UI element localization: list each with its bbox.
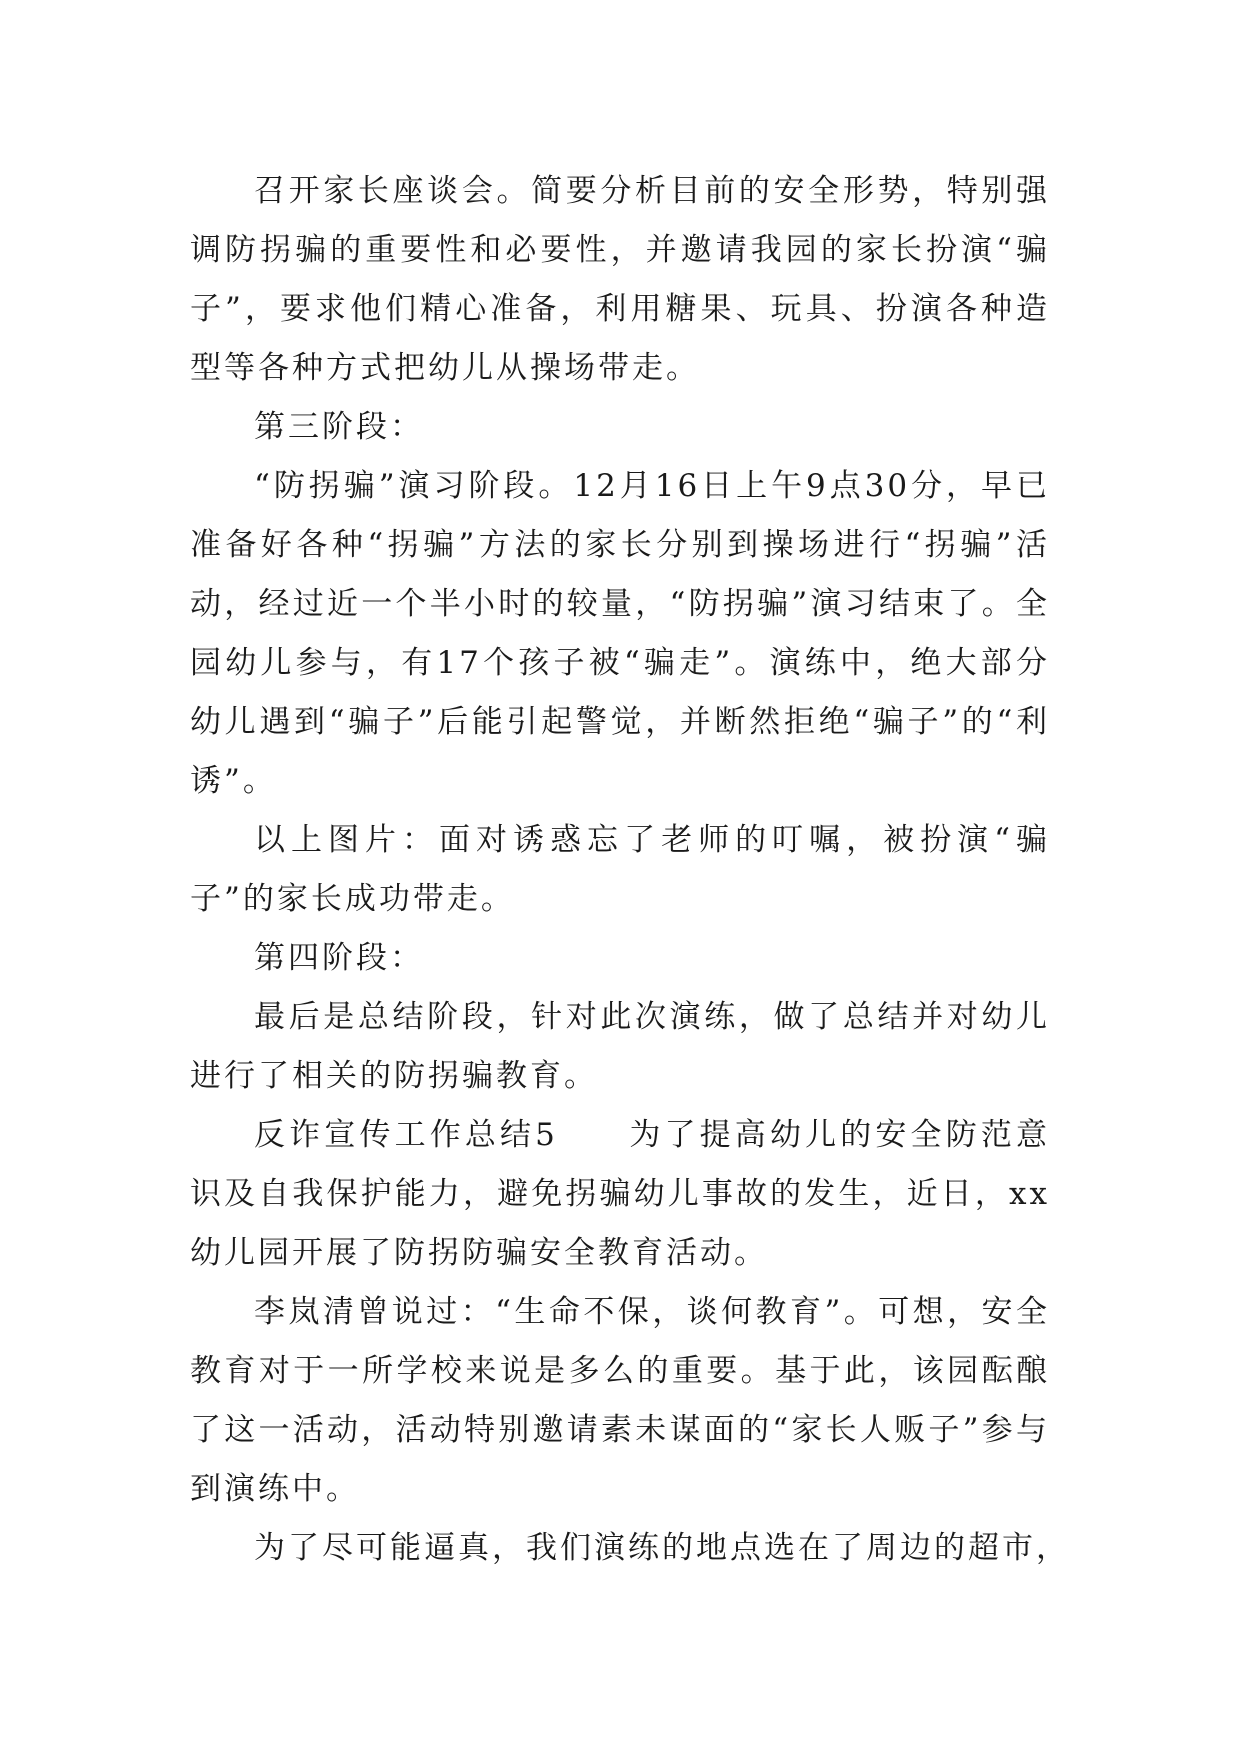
paragraph-summary-stage: 最后是总结阶段，针对此次演练，做了总结并对幼儿进行了相关的防拐骗教育。	[190, 999, 1050, 1094]
paragraph-drill-location: 为了尽可能逼真，我们演练的地点选在了周边的超市，	[254, 1530, 1070, 1566]
paragraph-stage-three-heading: 第三阶段：	[254, 409, 424, 445]
body-text	[190, 162, 1070, 1578]
paragraph-parent-meeting: 召开家长座谈会。简要分析目前的安全形势，特别强调防拐骗的重要性和必要性，并邀请我园的家长扮演“骗子”，要求他们精心准备，利用糖果、玩具、扮演各种造型等各种方式把幼儿从操场带走。	[190, 173, 1050, 386]
paragraph-quote: 李岚清曾说过：“生命不保，谈何教育”。可想，安全教育对于一所学校来说是多么的重要。基于此，该园酝酿了这一活动，活动特别邀请素未谋面的“家长人贩子”参与到演练中。	[190, 1294, 1050, 1507]
paragraph-summary-five: 反诈宣传工作总结5 为了提高幼儿的安全防范意识及自我保护能力，避免拐骗幼儿事故的发生，近日，xx幼儿园开展了防拐防骗安全教育活动。	[190, 1117, 1050, 1271]
paragraph-drill-stage: “防拐骗”演习阶段。12月16日上午9点30分，早已准备好各种“拐骗”方法的家长分别到操场进行“拐骗”活动，经过近一个半小时的较量，“防拐骗”演习结束了。全园幼儿参与，有17个孩子被“骗走”。演练中，绝大部分幼儿遇到“骗子”后能引起警觉，并断然拒绝“骗子”的“利诱”。	[190, 468, 1050, 799]
paragraph-stage-four-heading: 第四阶段：	[254, 940, 424, 976]
paragraph-picture-caption: 以上图片：面对诱惑忘了老师的叮嘱，被扮演“骗子”的家长成功带走。	[190, 822, 1050, 917]
